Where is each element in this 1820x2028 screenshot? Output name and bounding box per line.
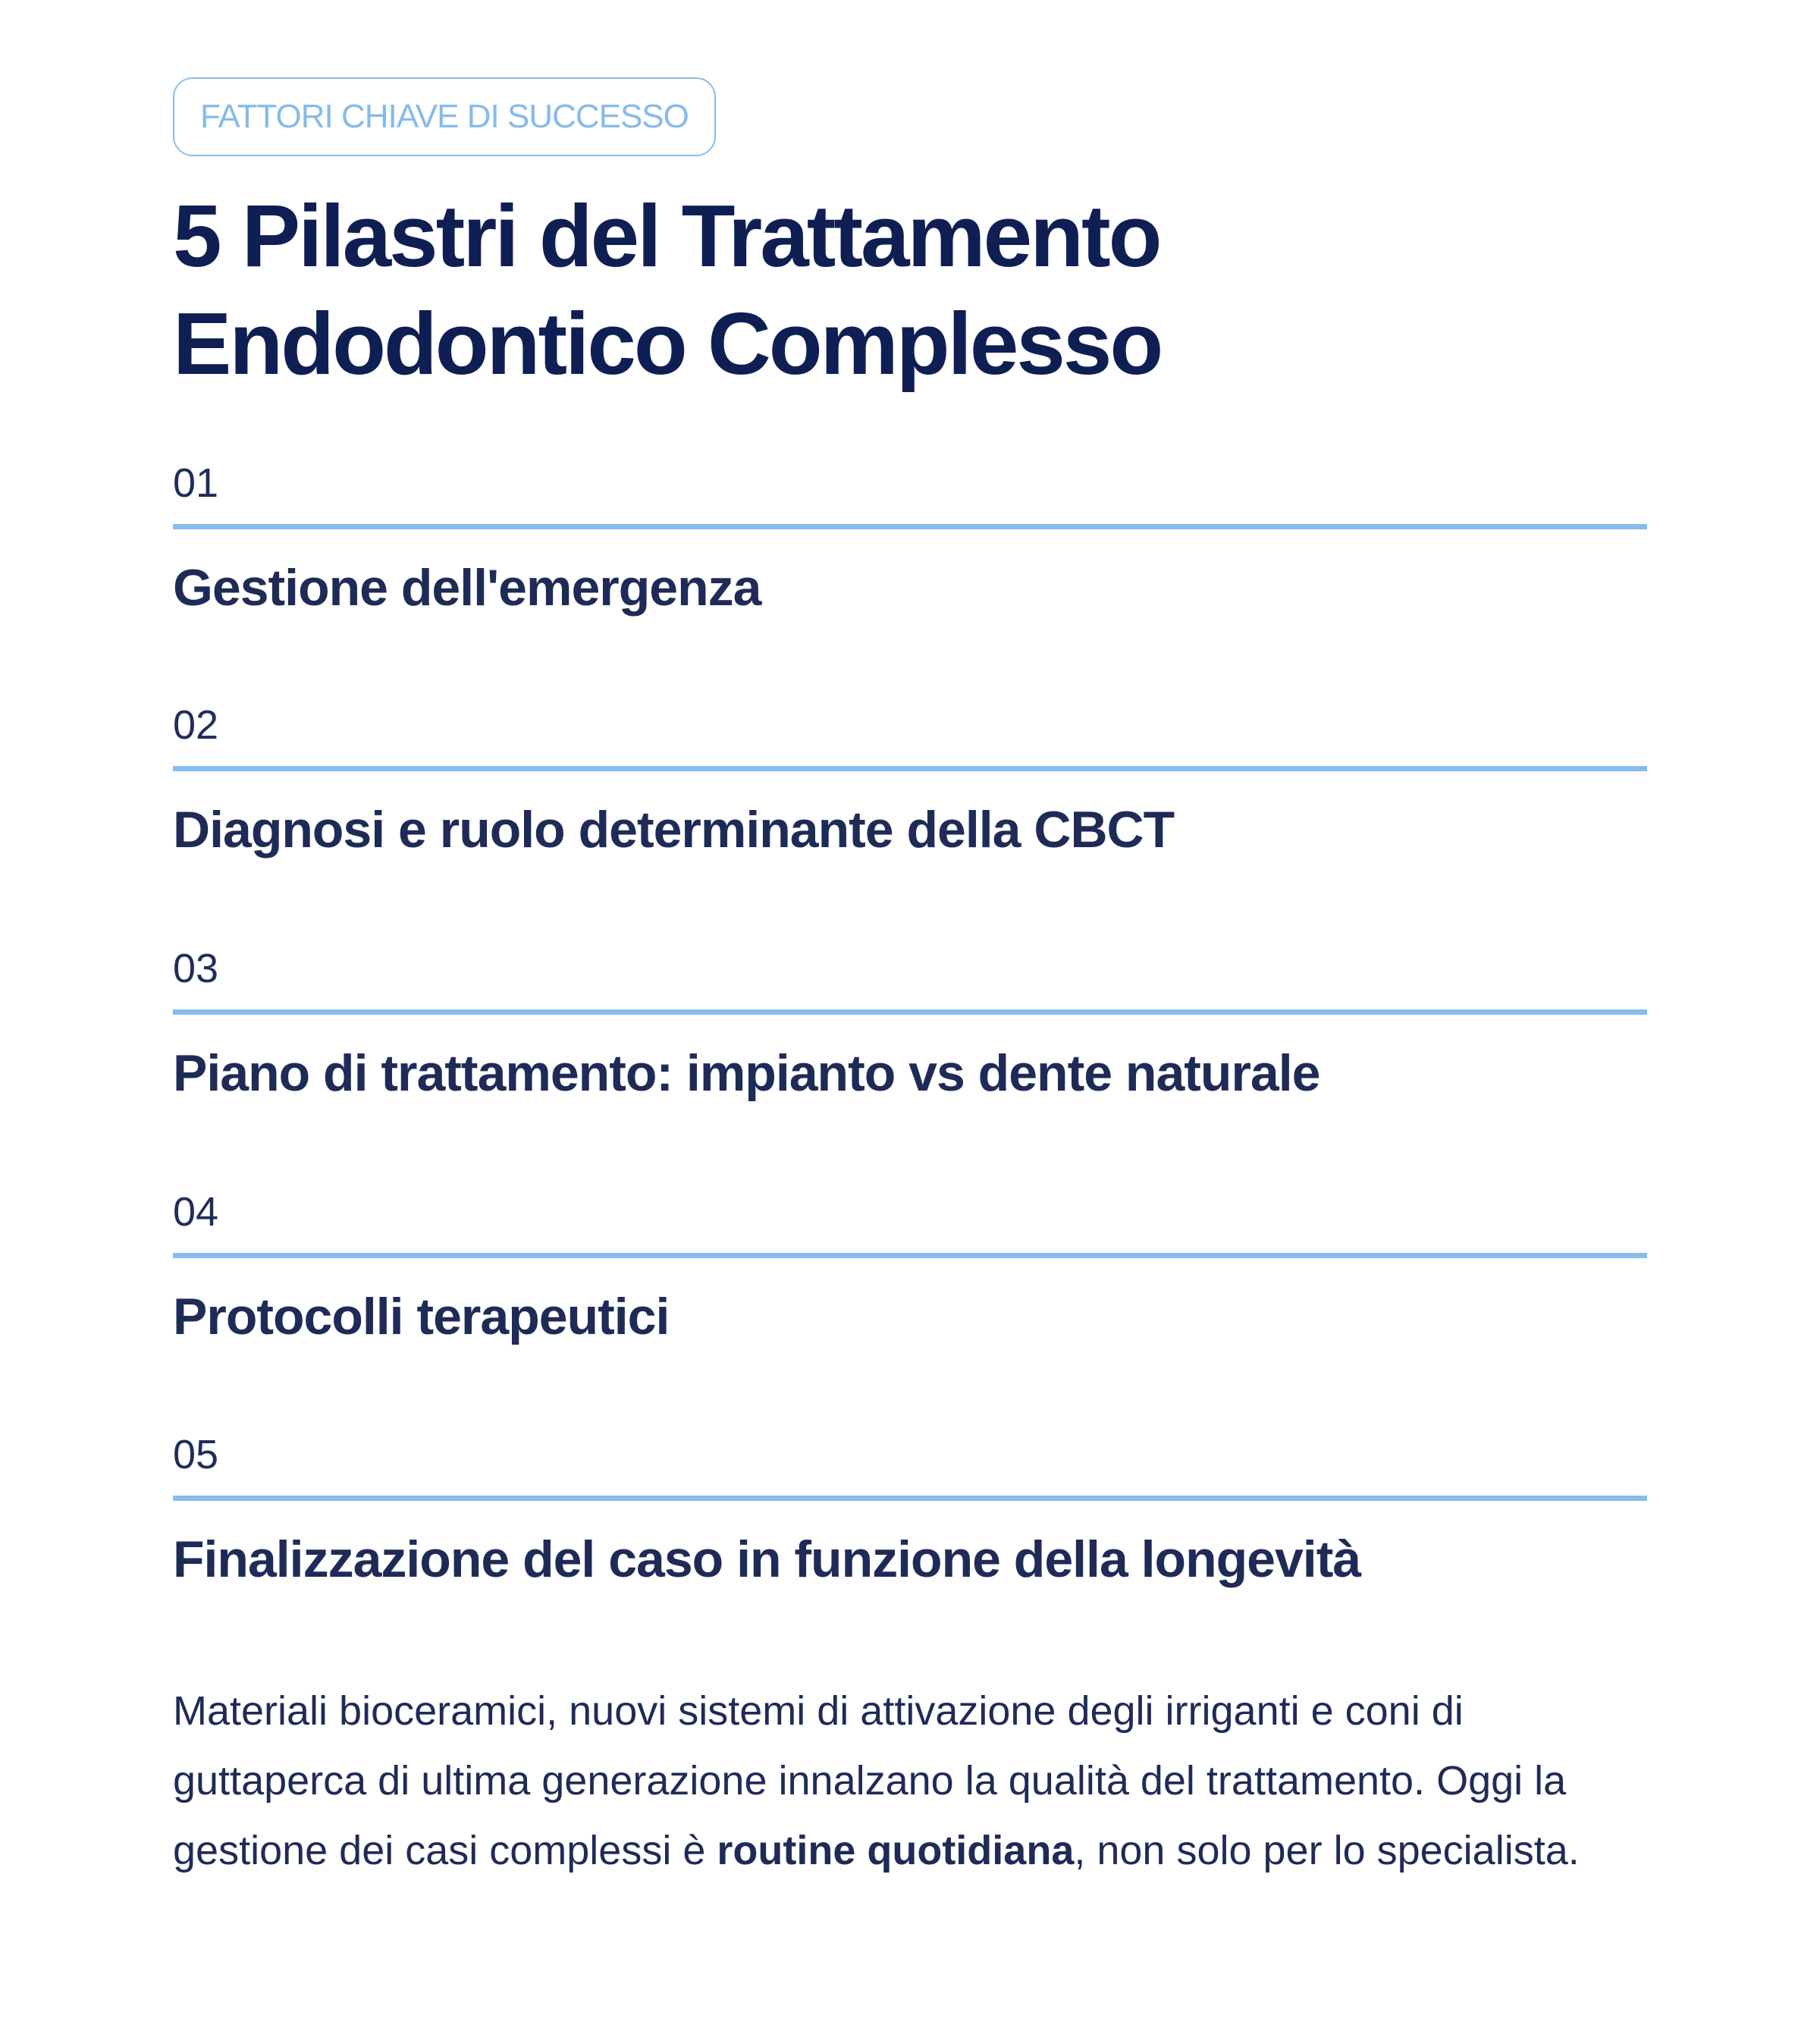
summary-emphasis: routine quotidiana — [717, 1828, 1075, 1873]
pillar-title: Piano di trattamento: impianto vs dente naturale — [173, 1044, 1320, 1102]
pillar-divider — [173, 1009, 1647, 1015]
pillar-number: 02 — [173, 702, 219, 748]
pillar-title: Gestione dell'emergenza — [173, 559, 761, 617]
pillar-title: Diagnosi e ruolo determinante della CBCT — [173, 801, 1175, 859]
pillar-title: Finalizzazione del caso in funzione della longevità — [173, 1530, 1361, 1588]
summary-text-end: , non solo per lo specialista. — [1074, 1828, 1580, 1873]
pillar-divider — [173, 1496, 1647, 1501]
pillar-divider — [173, 1253, 1647, 1258]
pillar-divider — [173, 766, 1647, 771]
pillar-title: Protocolli terapeutici — [173, 1288, 670, 1345]
pillar-number: 01 — [173, 460, 219, 506]
page-title: 5 Pilastri del Trattamento Endodontico Complesso — [173, 187, 1162, 393]
section-badge: FATTORI CHIAVE DI SUCCESSO — [173, 77, 716, 156]
pillar-divider — [173, 524, 1647, 529]
pillar-number: 05 — [173, 1432, 219, 1477]
pillar-number: 04 — [173, 1189, 219, 1235]
pillar-number: 03 — [173, 946, 219, 991]
summary-paragraph — [173, 1676, 1647, 1885]
summary-text: Materiali bioceramici, nuovi sistemi di attivazione degli irriganti e coni di guttaperca di ultima generazione innalzano la qualità del trattamento. Oggi la gestione dei casi complessi è — [173, 1688, 1567, 1873]
